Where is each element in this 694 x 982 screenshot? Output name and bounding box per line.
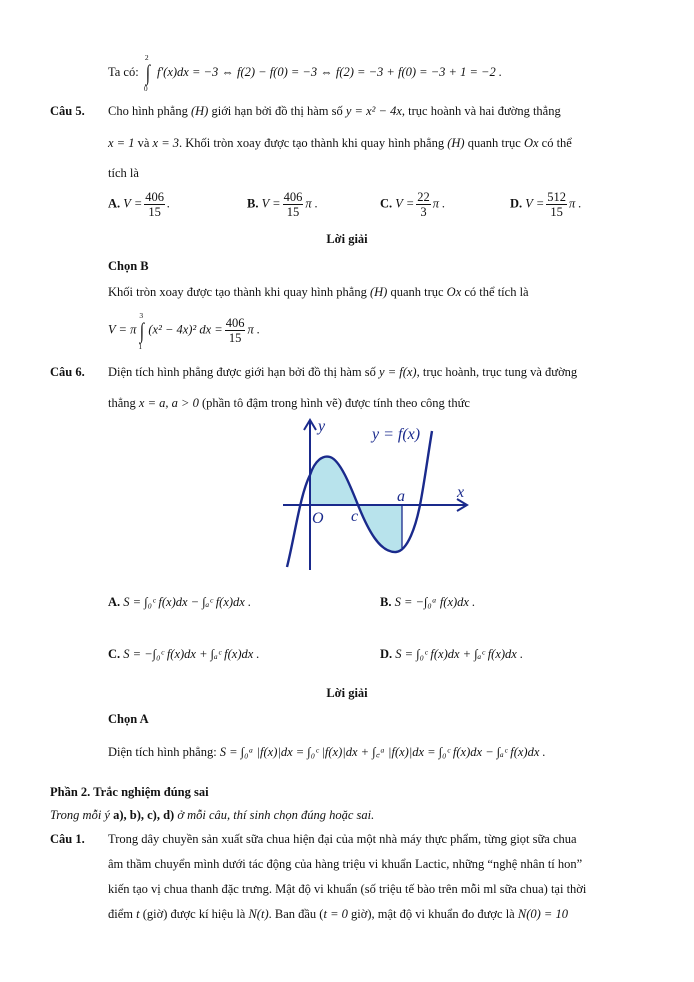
intro-expression: f′(x)dx = −3 ⇔ f(2) − f(0) = −3 ⇔ f(2) = −3 + f(0) = −3 + 1 = −2 .	[156, 64, 502, 79]
origin-label: O	[312, 510, 324, 527]
p2q1-line-2: âm thầm chuyển mình dưới tác động của hàng triệu vi khuẩn Lactic, những “nghệ nhân tí hon”	[108, 857, 583, 871]
q5-solution-formula: V = π 3 ∫ 1 (x² − 4x)² dx = $\frac{406}{15}$ π .	[108, 310, 260, 351]
q5-solution-title: Lời giải	[326, 232, 368, 246]
shaded-region-positive	[310, 457, 358, 505]
part-2-title: Phần 2. Trắc nghiệm đúng sai	[50, 785, 209, 799]
intro-prefix: Ta có:	[108, 64, 139, 79]
p2q1-line-1: Trong dây chuyền sản xuất sữa chua hiện đại của một nhà máy thực phẩm, từng giọt sữa chua	[108, 832, 577, 846]
function-graph-figure	[280, 415, 480, 575]
q5-function: y = x² − 4x	[345, 104, 402, 118]
question-5-label: Câu 5.	[50, 104, 85, 118]
q5-line-3: tích là	[108, 166, 139, 180]
q6-solution-title: Lời giải	[326, 686, 368, 700]
p2q1-line-3: kiến tạo vị chua thanh đặc trưng. Mật độ vi khuẩn (số triệu tế bào trên mỗi ml sữa chua) tại thời	[108, 882, 587, 896]
q6-solution-formula: Diện tích hình phẳng: S = ∫₀ᵃ |f(x)|dx = ∫₀ᶜ |f(x)|dx + ∫꜀ᵃ |f(x)|dx = ∫₀ᶜ f(x)dx − ∫ₐᶜ f(x)dx .	[108, 745, 546, 759]
q5-solution-line-1: Khối tròn xoay được tạo thành khi quay hình phẳng (H) quanh trục Ox có thể tích là	[108, 285, 529, 299]
part2-question-1-label: Câu 1.	[50, 832, 85, 846]
y-axis-label: y	[318, 418, 326, 435]
integral-sign: 2 ∫ 0	[143, 53, 150, 93]
q6-option-b[interactable]: B. S = −∫₀ᵃ f(x)dx .	[380, 595, 476, 609]
intro-formula-line	[108, 53, 502, 93]
q5-option-d[interactable]: D. V = $\frac{512}{15}$ π .	[510, 190, 582, 219]
a-label: a	[397, 488, 405, 505]
q6-option-a[interactable]: A. S = ∫₀ᶜ f(x)dx − ∫ₐᶜ f(x)dx .	[108, 595, 252, 609]
q6-line-2: thẳng x = a, a > 0 (phần tô đậm trong hình vẽ) được tính theo công thức	[108, 396, 470, 410]
curve-label: y = f(x)	[372, 426, 421, 443]
q6-option-d[interactable]: D. S = ∫₀ᶜ f(x)dx + ∫ₐᶜ f(x)dx .	[380, 647, 524, 661]
q6-choice: Chọn A	[108, 712, 149, 726]
q5-option-b[interactable]: B. V = $\frac{406}{15}$ π .	[247, 190, 318, 219]
question-6-label: Câu 6.	[50, 365, 85, 379]
c-label: c	[351, 508, 359, 525]
part-2-instructions: Trong mỗi ý a), b), c), d) ở mỗi câu, thí sinh chọn đúng hoặc sai.	[50, 808, 375, 822]
q5-line-2: x = 1 và x = 3. Khối tròn xoay được tạo thành khi quay hình phẳng (H) quanh trục Ox có thể	[108, 136, 572, 150]
q5-line-1: Cho hình phẳng (H) giới hạn bởi đồ thị hàm số y = x² − 4x, trục hoành và hai đường thẳng	[108, 104, 561, 118]
q6-line-1: Diện tích hình phẳng được giới hạn bởi đồ thị hàm số y = f(x), trục hoành, trục tung và đường	[108, 365, 578, 379]
function-curve	[287, 431, 432, 567]
x-axis-label: x	[457, 484, 465, 501]
q5-choice: Chọn B	[108, 259, 149, 273]
q5-option-a[interactable]: A. V = $\frac{406}{15}$ .	[108, 190, 171, 219]
q5-option-c[interactable]: C. V = $\frac{22}{3}$ π .	[380, 190, 446, 219]
p2q1-line-4: điểm t (giờ) được kí hiệu là N(t). Ban đầu (t = 0 giờ), mật độ vi khuẩn đo được là N(0) = 10	[108, 907, 568, 921]
q6-option-c[interactable]: C. S = −∫₀ᶜ f(x)dx + ∫ₐᶜ f(x)dx .	[108, 647, 260, 661]
